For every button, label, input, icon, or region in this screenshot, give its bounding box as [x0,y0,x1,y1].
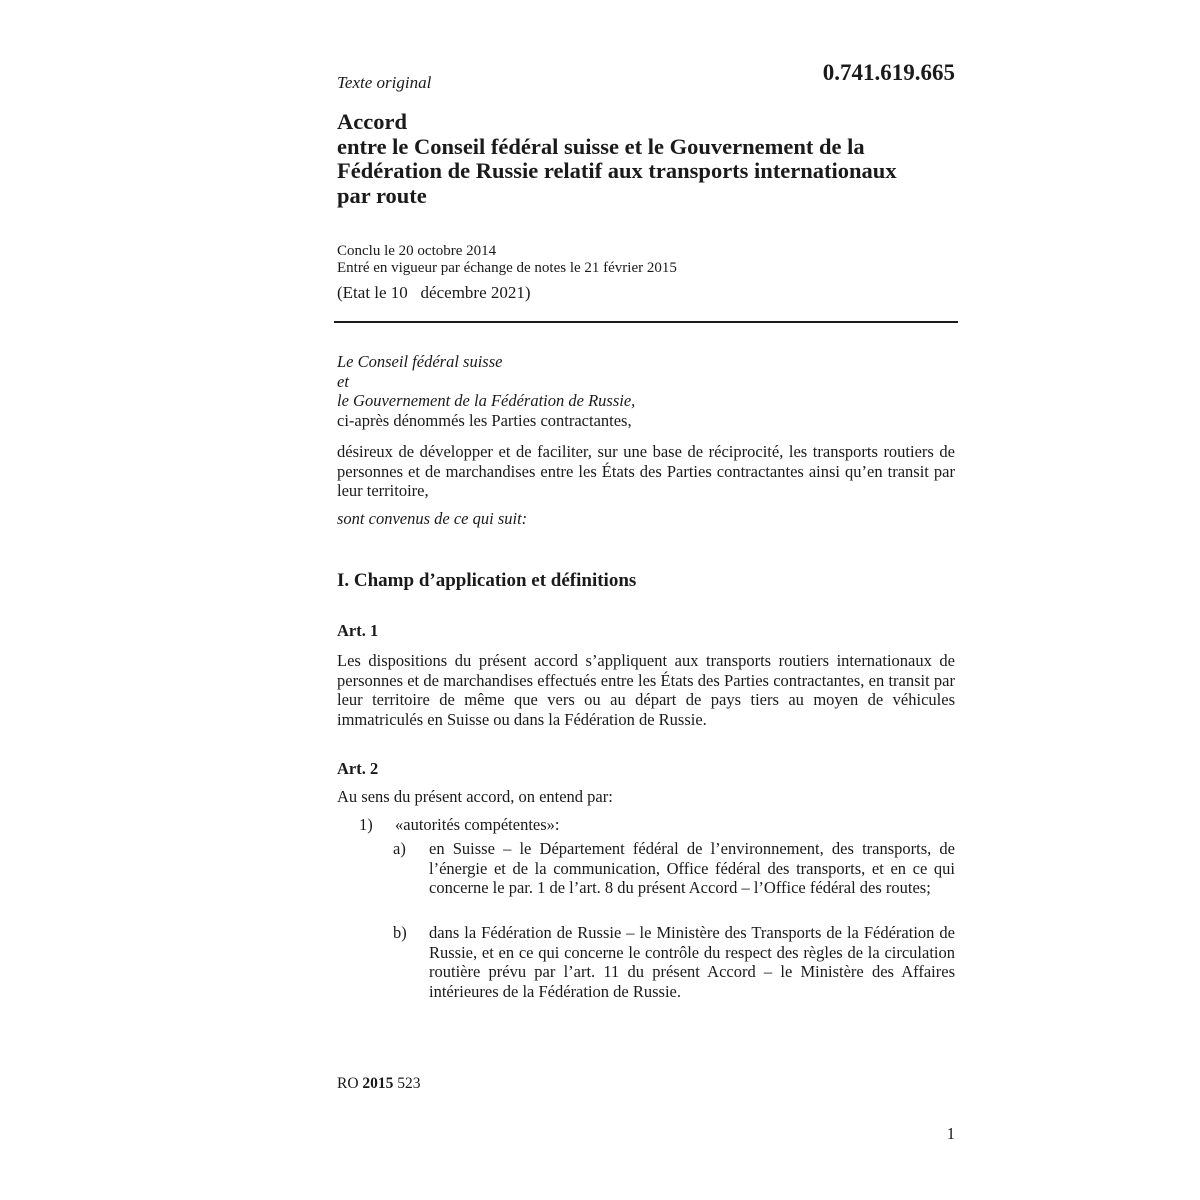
preamble-desireux: désireux de développer et de faciliter, sur une base de réciprocité, les transports routiers de personnes et de marchandises entre les États des Parties contractantes ainsi qu’en transit par leur territoire, [337,442,955,500]
sub-a-letter: a) [393,839,406,858]
art-2-item-1-a [393,839,955,898]
document-page [337,0,955,1200]
title-line-2: entre le Conseil fédéral suisse et le Gouvernement de la [337,133,865,159]
item-1-label: «autorités compétentes»: [395,815,560,834]
ro-reference [337,1075,421,1093]
ro-page: 523 [397,1075,421,1092]
preamble-parties-note: ci-après dénommés les Parties contractantes, [337,410,632,430]
preamble-and: et [337,371,349,391]
document-title [337,110,977,208]
header-divider [334,321,958,323]
etat-date: (Etat le 10 décembre 2021) [337,283,531,302]
preamble [337,352,955,430]
item-1-number: 1) [359,815,373,834]
chapter-1-heading: I. Champ d’application et définitions [337,570,637,591]
preamble-party-2: le Gouvernement de la Fédération de Russie, [337,391,636,410]
sub-b-text: dans la Fédération de Russie – le Ministère des Transports de la Fédération de Russie, et en ce qui concerne le contrôle du respect des règles de la circulation routière prévu par l’art. 11 du présent Accord – le Ministère des Affaires intérieures de la Fédération de Russie. [429,923,955,1001]
title-line-3: Fédération de Russie relatif aux transports internationaux [337,158,897,183]
sr-number: 0.741.619.665 [822,60,955,85]
title-line-4: par route [337,182,427,208]
ro-year: 2015 [362,1075,394,1092]
page-number: 1 [946,1124,955,1143]
art-1-heading: Art. 1 [337,621,379,640]
title-line-1: Accord [337,109,407,134]
art-1-body: Les dispositions du présent accord s’appliquent aux transports routiers internationaux de personnes et de marchandises effectués entre les États des Parties contractantes, en transit par leur territoire de même que vers ou au départ de pays tiers au moyen de véhicules immatriculés en Suisse ou dans la Fédération de Russie. [337,651,955,729]
art-2-item-1-b [393,923,955,1001]
ro-prefix: RO [337,1075,359,1092]
preamble-convenus: sont convenus de ce qui suit: [337,509,528,528]
art-2-item-1 [359,815,560,835]
entree-en-vigueur: Entré en vigueur par échange de notes le 21 février 2015 [337,260,677,276]
document-meta [337,243,677,277]
texte-original-label: Texte original [337,73,432,92]
art-2-heading: Art. 2 [337,759,379,778]
conclu-date: Conclu le 20 octobre 2014 [337,243,497,259]
sub-b-letter: b) [393,923,407,942]
preamble-party-1: Le Conseil fédéral suisse [337,352,503,371]
art-2-intro: Au sens du présent accord, on entend par: [337,787,613,806]
sub-a-text: en Suisse – le Département fédéral de l’environnement, des transports, de l’énergie et de la communication, Office fédéral des transports, et en ce qui concerne le par. 1 de l’art. 8 du présent Accord – l’Office fédéral des routes; [429,839,955,897]
